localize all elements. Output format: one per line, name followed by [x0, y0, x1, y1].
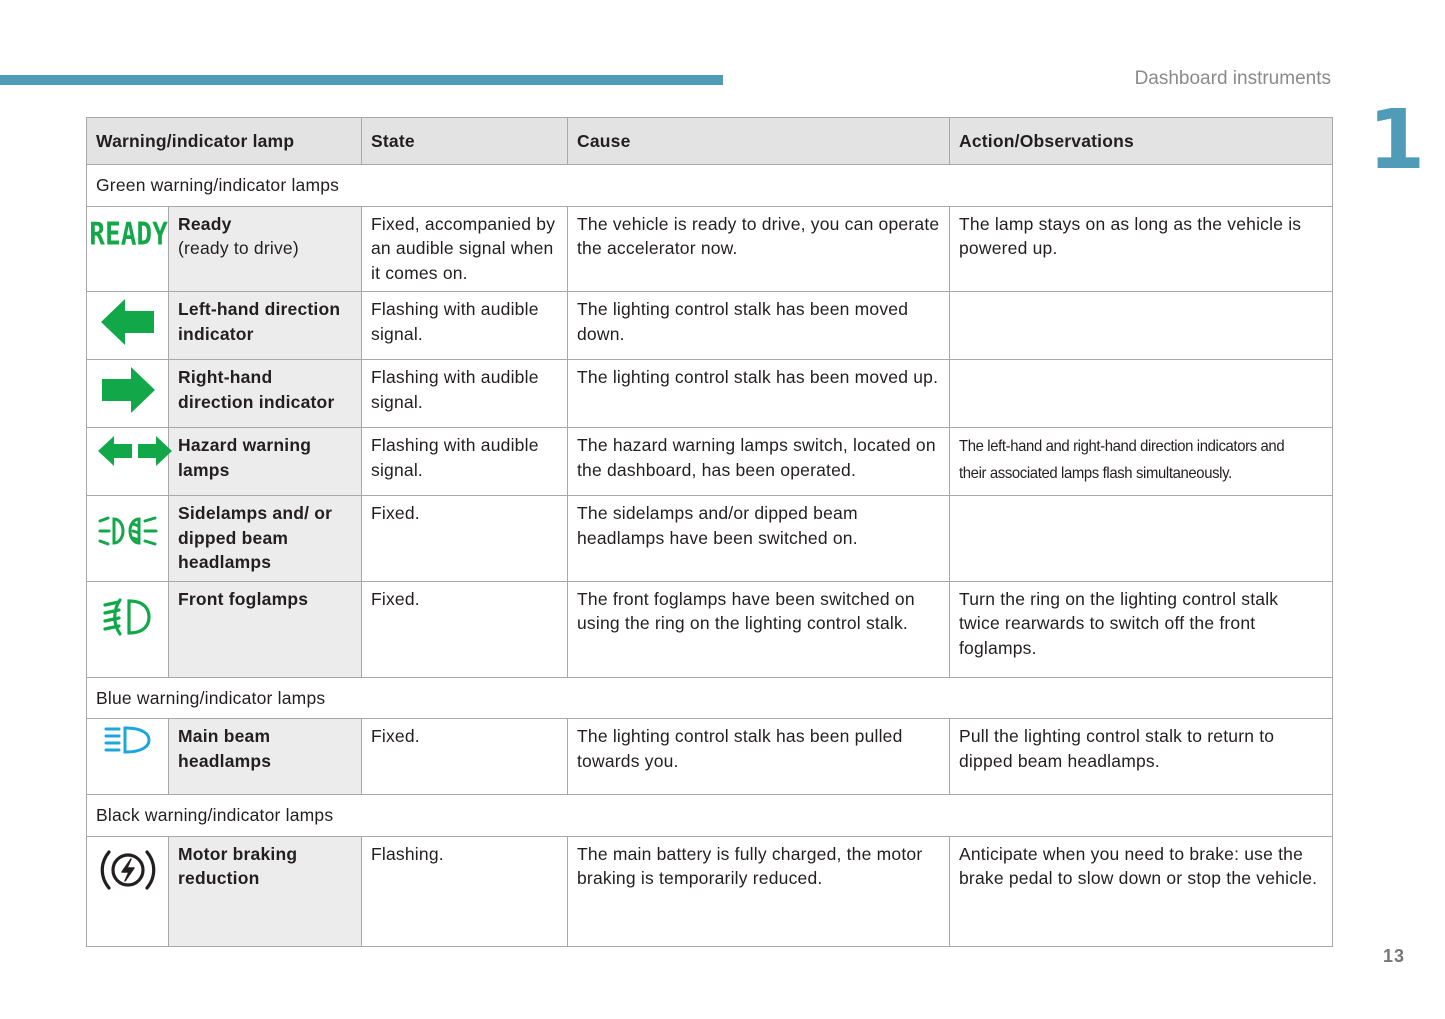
lamp-cause: The lighting control stalk has been moved down.: [568, 292, 950, 360]
lamp-name: Hazard warning lamps: [169, 428, 362, 496]
group-label-blue: Blue warning/indicator lamps: [87, 677, 1333, 719]
column-header-lamp: Warning/indicator lamp: [87, 118, 362, 165]
header-accent-bar: [0, 75, 723, 85]
lamp-name: Motor braking reduction: [169, 836, 362, 946]
lamp-state: Fixed.: [362, 719, 568, 795]
lamp-state: Flashing with audible signal.: [362, 428, 568, 496]
motor-braking-icon: [87, 836, 169, 946]
lamp-state: Flashing with audible signal.: [362, 360, 568, 428]
warning-lamps-table: [86, 117, 1333, 947]
lamp-cause: The sidelamps and/or dipped beam headlamps have been switched on.: [568, 496, 950, 582]
lamp-cause: The hazard warning lamps switch, located on the dashboard, has been operated.: [568, 428, 950, 496]
lamp-action: [950, 496, 1333, 582]
lamp-action: [950, 360, 1333, 428]
right-arrow-icon: [87, 360, 169, 428]
lamp-state: Fixed.: [362, 581, 568, 677]
lamp-cause: The lighting control stalk has been pulled towards you.: [568, 719, 950, 795]
group-row-black: [87, 795, 1333, 837]
left-arrow-icon: [87, 292, 169, 360]
lamp-name: Ready (ready to drive): [169, 206, 362, 292]
lamp-cause: The main battery is fully charged, the motor braking is temporarily reduced.: [568, 836, 950, 946]
lamp-action: Anticipate when you need to brake: use the brake pedal to slow down or stop the vehicle.: [950, 836, 1333, 946]
svg-text:READY: READY: [89, 214, 168, 252]
page-number: 13: [1383, 946, 1406, 966]
sidelamps-icon: [87, 496, 169, 582]
lamp-state: Fixed.: [362, 496, 568, 582]
chapter-number: 1: [1368, 93, 1426, 188]
table-row-left-indicator: [87, 292, 1333, 360]
lamp-action: The lamp stays on as long as the vehicle is powered up.: [950, 206, 1333, 292]
table-row-sidelamps: [87, 496, 1333, 582]
table-row-ready: [87, 206, 1333, 292]
lamp-cause: The vehicle is ready to drive, you can operate the accelerator now.: [568, 206, 950, 292]
lamp-state: Flashing with audible signal.: [362, 292, 568, 360]
lamp-name: Sidelamps and/ or dipped beam headlamps: [169, 496, 362, 582]
group-row-blue: [87, 677, 1333, 719]
table-row-motor-braking: [87, 836, 1333, 946]
group-label-green: Green warning/indicator lamps: [87, 165, 1333, 207]
lamp-cause: The lighting control stalk has been moved up.: [568, 360, 950, 428]
lamp-name: Left-hand direction indicator: [169, 292, 362, 360]
column-header-cause: Cause: [568, 118, 950, 165]
lamp-name: Front foglamps: [169, 581, 362, 677]
lamp-state: Fixed, accompanied by an audible signal when it comes on.: [362, 206, 568, 292]
group-row-green: [87, 165, 1333, 207]
table-row-front-foglamps: [87, 581, 1333, 677]
lamp-state: Flashing.: [362, 836, 568, 946]
lamp-action: The left-hand and right-hand direction indicators and their associated lamps flash simultaneously.: [950, 428, 1333, 496]
column-header-action: Action/Observations: [950, 118, 1333, 165]
table-row-right-indicator: [87, 360, 1333, 428]
hazard-arrows-icon: [87, 428, 169, 496]
group-label-black: Black warning/indicator lamps: [87, 795, 1333, 837]
column-header-state: State: [362, 118, 568, 165]
lamp-action: Pull the lighting control stalk to return to dipped beam headlamps.: [950, 719, 1333, 795]
lamp-cause: The front foglamps have been switched on using the ring on the lighting control stalk.: [568, 581, 950, 677]
section-title: Dashboard instruments: [1134, 68, 1331, 89]
front-foglamp-icon: [87, 581, 169, 677]
main-beam-icon: [87, 719, 169, 795]
lamp-name: Right-hand direction indicator: [169, 360, 362, 428]
lamp-name: Main beam headlamps: [169, 719, 362, 795]
ready-icon: [87, 206, 169, 292]
table-row-main-beam: [87, 719, 1333, 795]
table-header-row: [87, 118, 1333, 165]
lamp-action: [950, 292, 1333, 360]
lamp-action: Turn the ring on the lighting control stalk twice rearwards to switch off the front foglamps.: [950, 581, 1333, 677]
table-row-hazard: [87, 428, 1333, 496]
